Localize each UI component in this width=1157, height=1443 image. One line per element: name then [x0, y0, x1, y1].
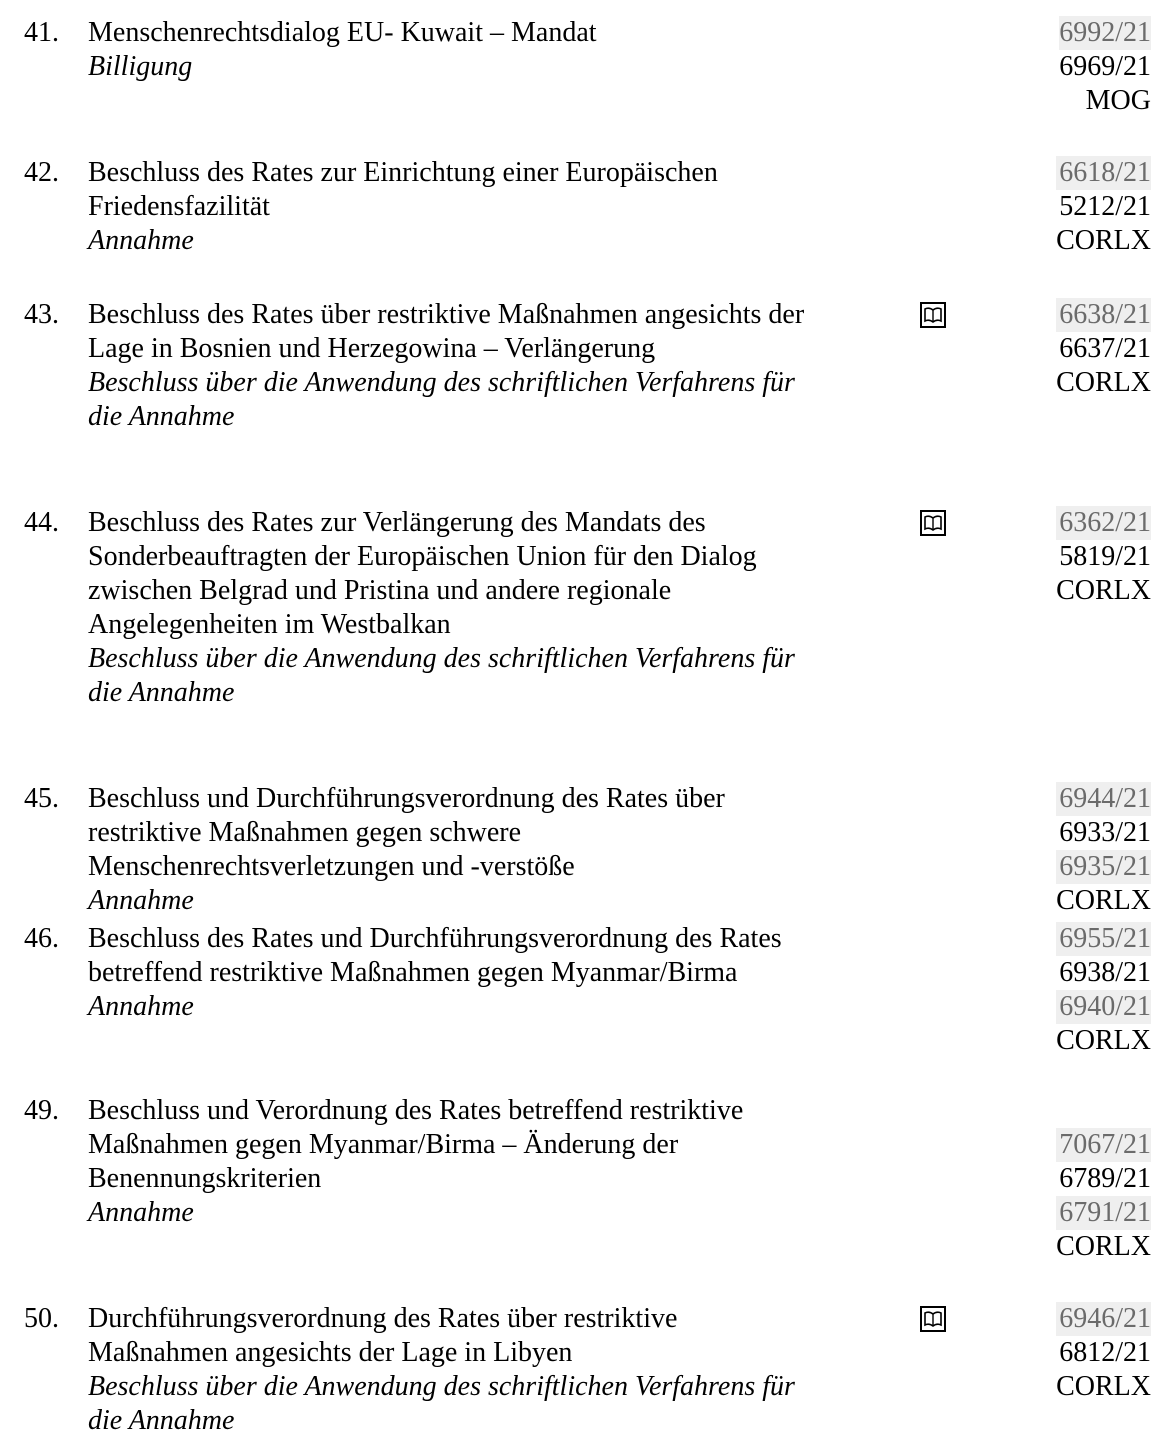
- document-ref: 6969/21: [1059, 51, 1151, 82]
- item-number: 41.: [24, 17, 59, 48]
- item-title-line: Menschenrechtsdialog EU- Kuwait – Mandat: [88, 17, 597, 48]
- item-text: [88, 506, 908, 710]
- item-title-line: Beschluss des Rates zur Verlängerung des Mandats des: [88, 507, 706, 538]
- item-title-line: Durchführungsverordnung des Rates über restriktive: [88, 1303, 678, 1334]
- item-action-line: Annahme: [88, 225, 194, 256]
- item-number: 49.: [24, 1095, 59, 1126]
- document-refs: [1056, 1128, 1151, 1264]
- item-number: 46.: [24, 923, 59, 954]
- item-title-line: betreffend restriktive Maßnahmen gegen Myanmar/Birma: [88, 957, 738, 988]
- item-number: 42.: [24, 157, 59, 188]
- item-text: [88, 156, 908, 258]
- document-ref: CORLX: [1056, 1025, 1151, 1056]
- item-number: 43.: [24, 299, 59, 330]
- document-ref-link[interactable]: 7067/21: [1056, 1128, 1151, 1162]
- document-ref: 5819/21: [1059, 541, 1151, 572]
- item-title-line: Lage in Bosnien und Herzegowina – Verlängerung: [88, 333, 656, 364]
- item-text: [88, 298, 908, 434]
- item-title-line: Beschluss des Rates zur Einrichtung einer Europäischen: [88, 157, 718, 188]
- item-title-line: Beschluss des Rates und Durchführungsverordnung des Rates: [88, 923, 782, 954]
- item-number: 44.: [24, 507, 59, 538]
- document-ref-link[interactable]: 6944/21: [1056, 782, 1151, 816]
- document-ref-link[interactable]: 6638/21: [1056, 298, 1151, 332]
- item-number: 50.: [24, 1303, 59, 1334]
- item-action-line: die Annahme: [88, 1405, 235, 1436]
- item-title-line: Maßnahmen gegen Myanmar/Birma – Änderung der: [88, 1129, 679, 1160]
- document-ref: 6938/21: [1059, 957, 1151, 988]
- document-ref: CORLX: [1056, 1371, 1151, 1402]
- item-title-line: Sonderbeauftragten der Europäischen Union für den Dialog: [88, 541, 757, 572]
- document-ref: CORLX: [1056, 367, 1151, 398]
- document-refs: [1056, 506, 1151, 608]
- document-refs: [1056, 1302, 1151, 1404]
- open-book-icon: [920, 302, 946, 328]
- document-ref-link[interactable]: 6946/21: [1056, 1302, 1151, 1336]
- item-action-line: Annahme: [88, 991, 194, 1022]
- item-title-line: Benennungskriterien: [88, 1163, 322, 1194]
- item-text: [88, 1094, 908, 1230]
- item-action-line: Beschluss über die Anwendung des schriftlichen Verfahrens für: [88, 643, 795, 674]
- item-action-line: die Annahme: [88, 677, 235, 708]
- item-title-line: zwischen Belgrad und Pristina und andere regionale: [88, 575, 672, 606]
- document-ref-link[interactable]: 6618/21: [1056, 156, 1151, 190]
- item-text: [88, 16, 908, 84]
- item-number: 45.: [24, 783, 59, 814]
- document-refs: [1056, 782, 1151, 918]
- document-refs: [1056, 922, 1151, 1058]
- document-ref: CORLX: [1056, 885, 1151, 916]
- document-ref: CORLX: [1056, 575, 1151, 606]
- open-book-icon: [920, 1306, 946, 1332]
- document-ref: 6789/21: [1059, 1163, 1151, 1194]
- document-ref: CORLX: [1056, 1231, 1151, 1262]
- document-ref: 5212/21: [1059, 191, 1151, 222]
- item-title-line: Friedensfazilität: [88, 191, 270, 222]
- document-ref: 6637/21: [1059, 333, 1151, 364]
- document-ref-link[interactable]: 6955/21: [1056, 922, 1151, 956]
- open-book-icon: [920, 510, 946, 536]
- item-action-line: Beschluss über die Anwendung des schriftlichen Verfahrens für: [88, 367, 795, 398]
- document-ref: 6933/21: [1059, 817, 1151, 848]
- item-action-line: Beschluss über die Anwendung des schriftlichen Verfahrens für: [88, 1371, 795, 1402]
- document-ref: MOG: [1085, 85, 1151, 116]
- document-refs: [1056, 298, 1151, 400]
- item-title-line: Menschenrechtsverletzungen und -verstöße: [88, 851, 575, 882]
- document-ref: CORLX: [1056, 225, 1151, 256]
- document-ref-link[interactable]: 6992/21: [1059, 17, 1151, 48]
- item-text: [88, 1302, 908, 1438]
- item-title-line: Maßnahmen angesichts der Lage in Libyen: [88, 1337, 573, 1368]
- document-ref-link[interactable]: 6935/21: [1056, 850, 1151, 884]
- item-text: [88, 782, 908, 918]
- item-text: [88, 922, 908, 1024]
- item-action-line: die Annahme: [88, 401, 235, 432]
- document-ref-link[interactable]: 6791/21: [1056, 1196, 1151, 1230]
- item-title-line: Beschluss des Rates über restriktive Maßnahmen angesichts der: [88, 299, 805, 330]
- item-title-line: Beschluss und Durchführungsverordnung des Rates über: [88, 783, 725, 814]
- item-title-line: Beschluss und Verordnung des Rates betreffend restriktive: [88, 1095, 744, 1126]
- document-ref-link[interactable]: 6940/21: [1056, 990, 1151, 1024]
- document-ref: 6812/21: [1059, 1337, 1151, 1368]
- document-refs: [1056, 156, 1151, 258]
- item-title-line: restriktive Maßnahmen gegen schwere: [88, 817, 522, 848]
- document-ref-link[interactable]: 6362/21: [1056, 506, 1151, 540]
- item-action-line: Annahme: [88, 1197, 194, 1228]
- item-action-line: Billigung: [88, 51, 193, 82]
- document-refs: [1059, 16, 1151, 118]
- item-action-line: Annahme: [88, 885, 194, 916]
- item-title-line: Angelegenheiten im Westbalkan: [88, 609, 451, 640]
